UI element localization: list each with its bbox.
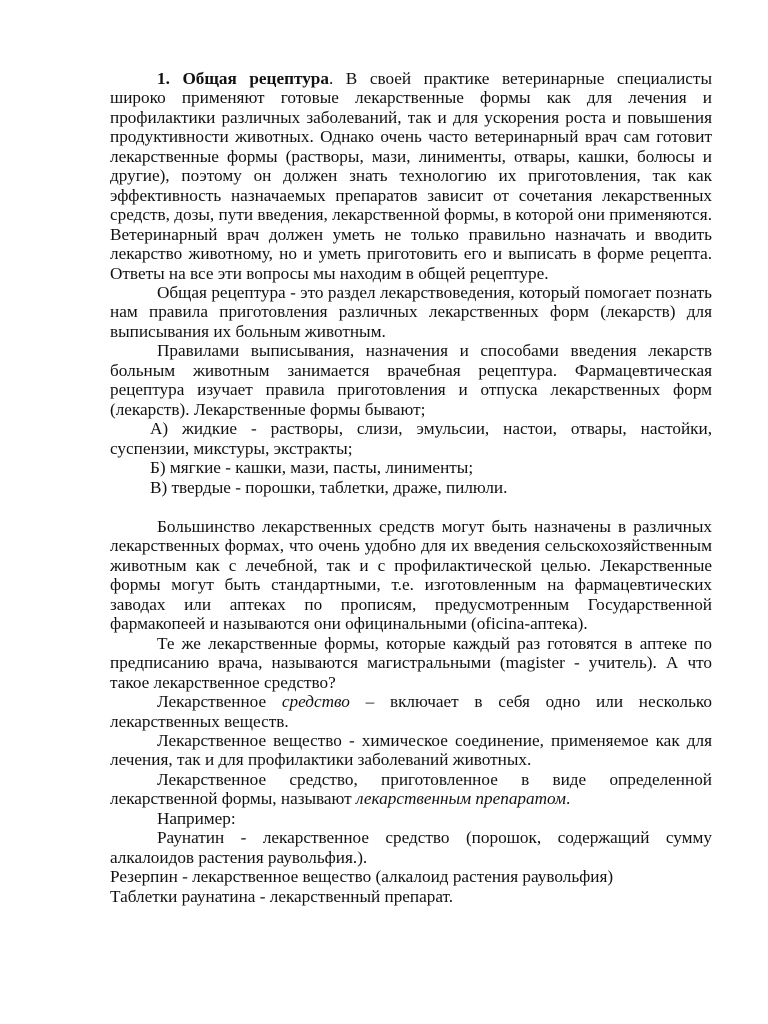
paragraph-example-raunatin: Раунатин - лекарственное средство (порошок, содержащий сумму алкалоидов растения раувольфия.). [110,828,712,867]
paragraph-general-prescription [110,69,712,283]
paragraph-medicinal-agent: Лекарственное средство – включает в себя одно или несколько лекарственных веществ. [110,692,712,731]
paragraph-example-tablets: Таблетки раунатина - лекарственный препарат. [110,886,454,906]
paragraph-text: . В своей практике ветеринарные специалисты широко применяют готовые лекарственные формы как для лечения и профилактики различных заболеваний, так и для ускорения роста и повышения продуктивности животных. Однако очень часто ветеринарный врач сам готовит лекарственные формы (растворы, мази, линименты, отвары, кашки, болюсы и другие), поэтому он должен знать технологию их приготовления, так как эффективность назначаемых препаратов зависит от сочетания лекарственных средств, дозы, пути введения, лекарственной формы, в которой они применяются. Ветеринарный врач должен уметь не только правильно назначать и вводить лекарство животному, но и уметь приготовить его и выписать в форме рецепта. Ответы на все эти вопросы мы находим в общей рецептуре. [110,69,712,283]
paragraph-definition: Общая рецептура - это раздел лекарствоведения, который помогает познать нам правила приготовления различных лекарственных форм (лекарств) для выписывания их больным животным. [110,282,712,341]
document-page [110,69,712,906]
blank-line [110,497,712,517]
list-item-solid: В) твердые - порошки, таблетки, драже, пилюли. [150,477,508,497]
paragraph-medicinal-substance: Лекарственное вещество - химическое соединение, применяемое как для лечения, так и для профилактики заболеваний животных. [110,730,712,770]
paragraph-magistral: Те же лекарственные формы, которые каждый раз готовятся в аптеке по предписанию врача, называются магистральными (magister - учитель). А что такое лекарственное средство? [110,633,712,692]
section-heading: 1. Общая рецептура [157,69,329,88]
paragraph-prescription-types: Правилами выписывания, назначения и способами введения лекарств больным животным занимается врачебная рецептура. Фармацевтическая рецептура изучает правила приготовления и отпуска лекарственных форм (лекарств). Лекарственные формы бывают; [110,341,712,419]
emphasis-term: лекарственным препаратом [355,789,566,809]
paragraph-medicinal-preparation: Лекарственное средство, приготовленное в виде определенной лекарственной формы, называют лекарственным препаратом. [110,769,712,809]
emphasis-term: средство [281,692,350,712]
paragraph-example-reserpine: Резерпин - лекарственное вещество (алкалоид растения раувольфия) [110,867,614,887]
list-item-soft: Б) мягкие - кашки, мази, пасты, линименты; [150,458,474,478]
paragraph-dosage-forms: Большинство лекарственных средств могут быть назначены в различных лекарственных формах, что очень удобно для их введения сельскохозяйственным животным как с лечебной, так и с профилактической целью. Лекарственные формы могут быть стандартными, т.е. изготовленным на фармацевтических заводах или аптеках по прописям, предусмотренным Государственной фармакопеей и называются они официнальными (oficina-аптека). [110,516,712,634]
list-item-liquid: А) жидкие - растворы, слизи, эмульсии, настои, отвары, настойки, суспензии, микстуры, экстракты; [110,419,712,458]
paragraph-example-label: Например: [157,808,236,828]
